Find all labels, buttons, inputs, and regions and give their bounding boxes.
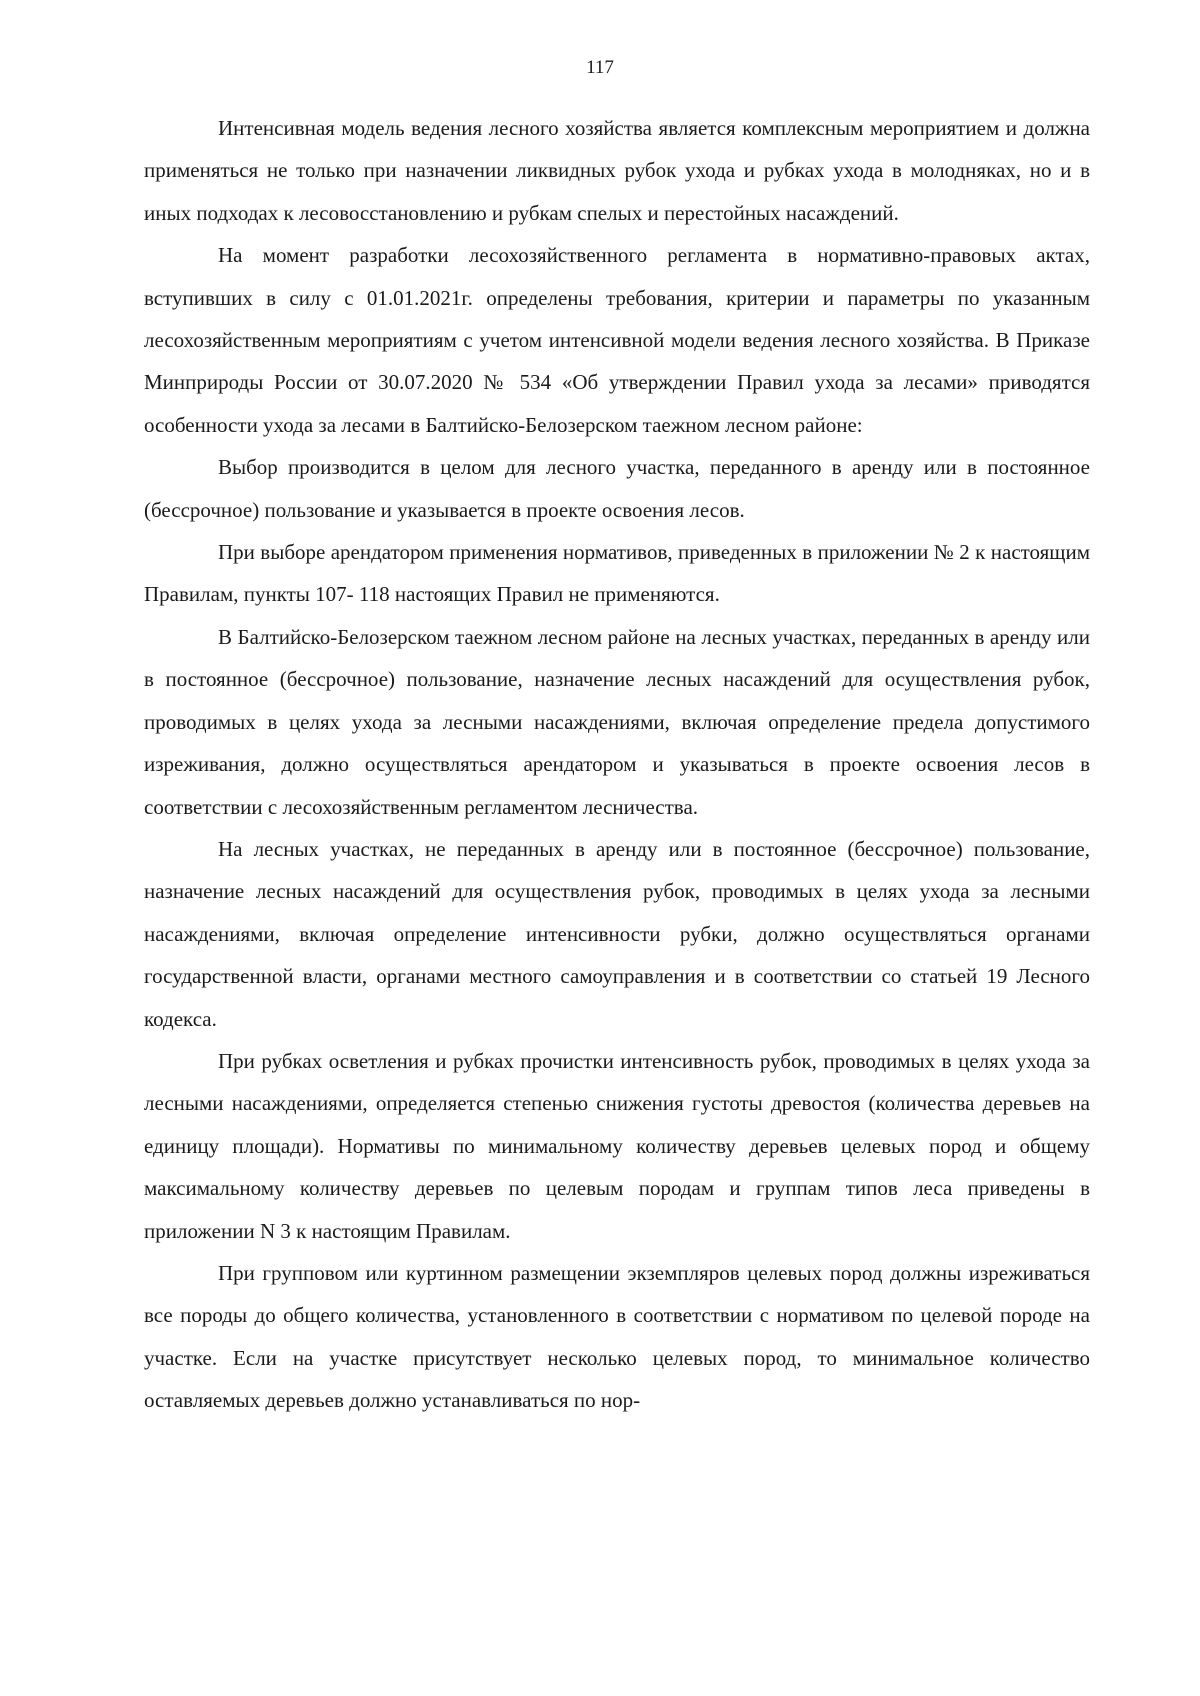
paragraph-non-leased-plots: На лесных участках, не переданных в аренду или в постоянное (бессрочное) пользование, назначение лесных насаждений для осуществления рубок, проводимых в целях ухода за лесными насаждениями, включая определение интенсивности рубки, должно осуществляться органами государственной власти, органами местного самоуправления и в соответствии со статьей 19 Лесного кодекса. [144,836,1090,1031]
paragraph-regulation-development: На момент разработки лесохозяйственного регламента в нормативно-правовых актах, вступивших в силу с 01.01.2021г. определены требования, критерии и параметры по указанным лесохозяйственным мероприятиям с учетом интенсивной модели ведения лесного хозяйства. В Приказе Минприроды России от 30.07.2020 № 534 «Об утверждении Правил ухода за лесами» приводятся особенности ухода за лесами в Балтийско-Белозерском таежном лесном районе: [144,243,1090,437]
paragraph-tenant-choice: При выборе арендатором применения нормативов, приведенных в приложении № 2 к настоящим Правилам, пункты 107- 118 настоящих Правил не применяются. [144,540,1090,607]
paragraph-selection: Выбор производится в целом для лесного участка, переданного в аренду или в постоянное (бессрочное) пользование и указывается в проекте освоения лесов. [144,455,1090,522]
document-body [144,107,1090,1422]
paragraph-intensive-model: Интенсивная модель ведения лесного хозяйства является комплексным мероприятием и должна применяться не только при назначении ликвидных рубок ухода и рубках ухода в молодняках, но и в иных подходах к лесовосстановлению и рубкам спелых и перестойных насаждений. [144,116,1090,225]
paragraph-thinning-intensity: При рубках осветления и рубках прочистки интенсивность рубок, проводимых в целях ухода за лесными насаждениями, определяется степенью снижения густоты древостоя (количества деревьев на единицу площади). Нормативы по минимальному количеству деревьев целевых пород и общему максимальному количеству деревьев по целевым породам и группам типов леса приведены в приложении N 3 к настоящим Правилам. [144,1048,1090,1243]
paragraph-group-placement: При групповом или куртинном размещении экземпляров целевых пород должны изреживаться все породы до общего количества, установленного в соответствии с нормативом по целевой породе на участке. Если на участке присутствует несколько целевых пород, то минимальное количество оставляемых деревьев должно устанавливаться по нор- [144,1260,1090,1413]
page-number: 117 [586,57,614,78]
paragraph-leased-plots: В Балтийско-Белозерском таежном лесном районе на лесных участках, переданных в аренду или в постоянное (бессрочное) пользование, назначение лесных насаждений для осуществления рубок, проводимых в целях ухода за лесными насаждениями, включая определение предела допустимого изреживания, должно осуществляться арендатором и указываться в проекте освоения лесов в соответствии с лесохозяйственным регламентом лесничества. [144,624,1090,819]
